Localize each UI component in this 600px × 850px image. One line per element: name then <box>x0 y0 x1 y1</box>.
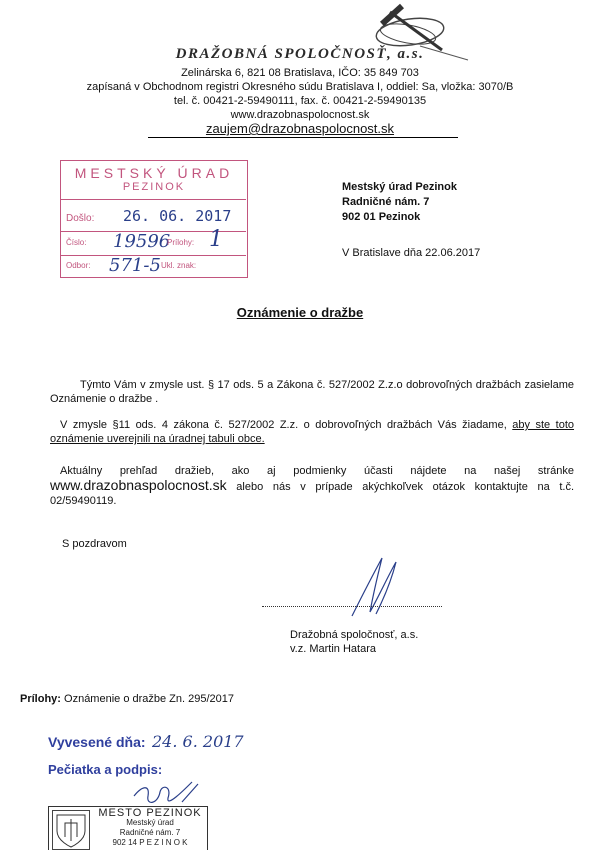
stamp-number-value: 19596 <box>113 231 171 252</box>
company-phone: tel. č. 00421-2-59490111, fax. č. 00421-2-59490135 <box>173 95 427 107</box>
stamp-department-label: Odbor: <box>66 261 91 270</box>
place-and-date: V Bratislave dňa 22.06.2017 <box>342 247 481 259</box>
recipient-line: Radničné nám. 7 <box>342 196 430 208</box>
stamp-line: Mestský úrad <box>126 818 174 827</box>
stamp-handled-label: Ukl. znak: <box>161 261 197 270</box>
posted-date-handwritten: 24. 6. 2017 <box>152 732 244 751</box>
body-text: alebo nás v prípade akýchkoľvek otázok kontaktujte na t.č. 02/59490119. <box>50 481 574 507</box>
stamp-received-label: Došlo: <box>66 213 95 224</box>
stamp-department-value: 571-5 <box>109 255 161 276</box>
document-title: Oznámenie o dražbe <box>236 305 364 320</box>
recipient-line: 902 01 Pezinok <box>342 211 421 223</box>
body-paragraph <box>50 464 574 508</box>
posted-label: Vyvesené dňa: <box>48 734 146 750</box>
stamp-and-signature-label: Pečiatka a podpis: <box>48 762 163 777</box>
company-name: DRAŽOBNÁ SPOLOČNOSŤ, a.s. <box>175 46 425 62</box>
town-crest-icon <box>52 810 90 850</box>
header-divider <box>148 137 458 138</box>
town-office-stamp <box>48 806 208 850</box>
recipient-address <box>342 180 457 225</box>
stamp-received-date: 26. 06. 2017 <box>123 207 232 225</box>
attachments-label: Prílohy: <box>20 693 61 705</box>
posted-row <box>48 732 244 752</box>
body-underlined-text: aby ste toto oznámenie uverejnili na úradnej tabuli obce. <box>50 419 575 445</box>
signature-line <box>262 606 442 607</box>
body-paragraph <box>50 418 574 446</box>
stamp-title: MESTSKÝ ÚRAD <box>74 165 234 181</box>
stamp-line: 902 14 P E Z I N O K <box>112 838 188 847</box>
received-stamp <box>60 160 248 278</box>
company-address: Zelinárska 6, 821 08 Bratislava, IČO: 35 849 703 <box>181 67 419 79</box>
recipient-line: Mestský úrad Pezinok <box>342 181 457 193</box>
stamp-subtitle: PEZINOK <box>122 181 186 193</box>
stamp-attachments-value: 1 <box>209 227 223 252</box>
attachments-line <box>20 693 234 705</box>
company-email-link[interactable]: zaujem@drazobnaspolocnost.sk <box>205 121 395 136</box>
company-website[interactable]: www.drazobnaspolocnost.sk <box>230 109 370 121</box>
signatory-block <box>290 628 418 656</box>
stamp-line: Radničné nám. 7 <box>119 828 181 837</box>
body-text: V zmysle §11 ods. 4 zákona č. 527/2002 Z.z. o dobrovoľných dražbách Vás žiadame, <box>60 419 513 431</box>
signature-scribble <box>330 550 420 625</box>
body-paragraph <box>50 378 574 406</box>
stamp-attachments-label: Prílohy: <box>167 238 195 247</box>
stamp-number-label: Číslo: <box>66 238 87 247</box>
company-registry: zapísaná v Obchodnom registri Okresného súdu Bratislava I, oddiel: Sa, vložka: 3070/B <box>86 81 514 93</box>
stamp-title: MESTO PEZINOK <box>98 807 202 819</box>
body-text: Týmto Vám v zmysle ust. § 17 ods. 5 a Zákona č. 527/2002 Z.z.o dobrovoľných dražbách zasielame Oznámenie o dražbe . <box>50 379 574 405</box>
stamp-text <box>94 808 206 848</box>
greeting: S pozdravom <box>62 538 127 550</box>
stamp-divider <box>61 199 246 200</box>
body-text: Aktuálny prehľad dražieb, ako aj podmienky účasti nájdete na našej stránke <box>60 465 574 477</box>
attachments-value: Oznámenie o dražbe Zn. 295/2017 <box>64 693 235 705</box>
signatory-person: v.z. Martin Hatara <box>290 643 376 655</box>
website-link[interactable]: www.drazobnaspolocnost.sk <box>50 477 227 493</box>
signatory-company: Dražobná spoločnosť, a.s. <box>290 629 419 641</box>
